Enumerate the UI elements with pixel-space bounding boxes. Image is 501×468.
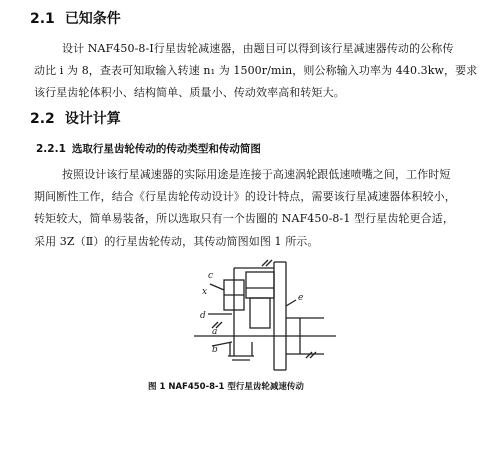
subsection-number: 2.2.1 [36,143,66,155]
figure-caption: 图 1 NAF450-8-1 型行星齿轮减速传动 [148,382,304,392]
section-title: 已知条件 [64,11,121,27]
paragraph-line: 按照设计该行星减速器的实际用途是连接于高速涡轮跟低速喷嘴之间，工作时短 [62,168,451,181]
paragraph-line: 采用 3Z（Ⅱ）的行星齿轮传动，其传动简图如图 1 所示。 [34,235,319,248]
section-number: 2.2 [30,111,55,127]
figure-label-a: a [212,327,218,337]
figure-label-d: d [200,311,206,321]
figure-label-x: x [202,287,208,297]
paragraph-line: 设计 NAF450-8-Ⅰ行星齿轮减速器，由题目可以得到该行星减速器传动的公称传 [62,42,454,55]
subsection-title: 选取行星齿轮传动的传动类型和传动简图 [71,143,261,155]
figure-label-e: e [298,293,304,303]
figure-label-b: b [212,345,218,355]
transmission-diagram [188,258,338,376]
paragraph-line: 转矩较大，简单易装备，所以选取只有一个齿圈的 NAF450-8-1 型行星齿轮更合适， [34,212,454,225]
subsection-heading [36,141,261,156]
paragraph-line: 期间断性工作，结合《行星齿轮传动设计》的设计特点，需要该行星减速器体积较小， [34,190,456,203]
section-heading-calc [30,108,121,128]
paragraph-line: 动比 i 为 8，查表可知取输入转速 n₁ 为 1500r/min，则公称输入功率为 440.3kw，要求 [34,64,478,77]
section-heading-known [30,8,121,28]
section-title: 设计计算 [64,111,121,127]
paragraph-line: 该行星齿轮体积小、结构简单、质量小、传动效率高和转矩大。 [34,86,345,99]
section-number: 2.1 [30,11,55,27]
figure-label-c: c [208,271,214,281]
